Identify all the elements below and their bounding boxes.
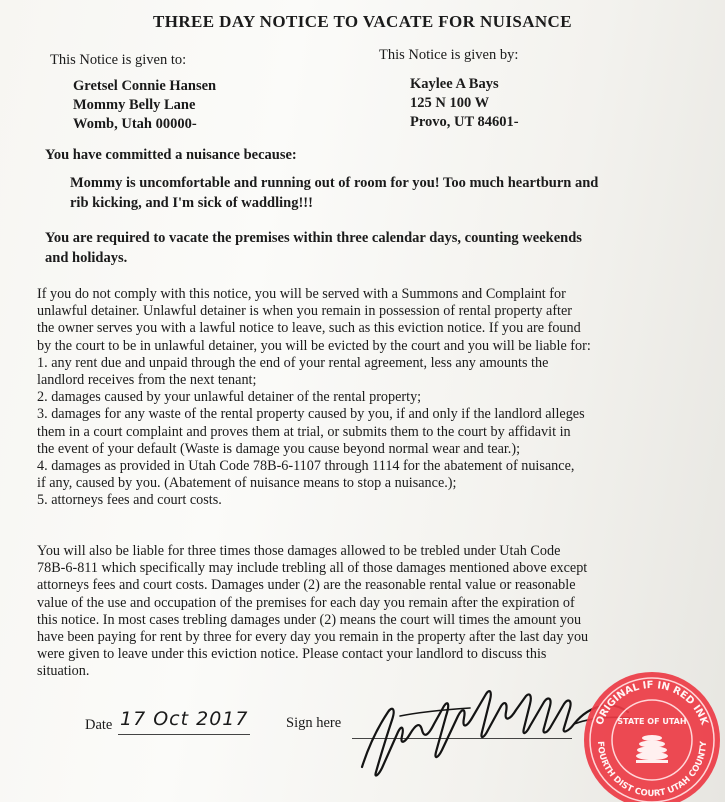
terms-line: 5. attorneys fees and court costs. [37, 492, 222, 509]
terms-line: If you do not comply with this notice, you will be served with a Summons and Complaint for [37, 286, 566, 302]
court-seal-stamp [576, 658, 725, 802]
given-to-address [73, 77, 216, 134]
terms-line: 3. damages for any waste of the rental property caused by you, if and only if the landlord alleges [37, 406, 585, 423]
given-by-label: This Notice is given by: [379, 47, 519, 63]
seal-state-text: STATE OF UTAH [617, 717, 687, 726]
liability-line: value of the use and occupation of the premises for each day you remain after the expiration of [37, 594, 575, 611]
date-label: Date [85, 717, 113, 733]
terms-line: 4. damages as provided in Utah Code 78B-6-1107 through 1114 for the abatement of nuisance, [37, 458, 575, 475]
nuisance-reason-line: Mommy is uncomfortable and running out of room for you! Too much heartburn and [70, 175, 599, 191]
given-to-street: Mommy Belly Lane [73, 97, 196, 113]
vacate-statement [45, 228, 582, 268]
terms-line: them in a court complaint and proves them at trial, or submits them to the court by affidavit in [37, 423, 571, 440]
vacate-line: and holidays. [45, 250, 128, 266]
liability-line: You will also be liable for three times those damages allowed to be trebled under Utah Code [37, 543, 561, 559]
given-by-city: Provo, UT 84601- [410, 114, 519, 130]
seal-bottom-text: FOURTH DIST COURT UTAH COUNTY [594, 740, 710, 800]
given-to-city: Womb, Utah 00000- [73, 116, 197, 132]
terms-line: 2. damages caused by your unlawful detainer of the rental property; [37, 389, 422, 406]
liability-line: 78B-6-811 which specifically may include trebling all of those damages mentioned above except [37, 560, 588, 577]
eviction-terms-paragraph [37, 286, 707, 510]
vacate-line: You are required to vacate the premises within three calendar days, counting weekends [45, 230, 582, 246]
liability-line: were given to leave under this eviction notice. Please contact your landlord to discuss this [37, 646, 547, 663]
given-to-name: Gretsel Connie Hansen [73, 78, 217, 94]
liability-line: this notice. In most cases trebling damages under (2) means the court will times the amount you [37, 611, 582, 628]
terms-line: landlord receives from the next tenant; [37, 372, 257, 389]
nuisance-reason [70, 173, 598, 213]
terms-line: 1. any rent due and unpaid through the end of your rental agreement, less any amounts the [37, 354, 549, 371]
terms-line: unlawful detainer. Unlawful detainer is when you remain in possession of rental property after [37, 303, 573, 320]
liability-line: situation. [37, 663, 90, 680]
seal-top-text: ORIGINAL IF IN RED INK [594, 679, 710, 727]
given-by-address [410, 75, 519, 132]
nuisance-heading: You have committed a nuisance because: [45, 147, 297, 163]
given-to-label: This Notice is given to: [50, 52, 187, 68]
nuisance-reason-line: rib kicking, and I'm sick of waddling!!! [70, 195, 313, 211]
terms-line: the event of your default (Waste is damage you cause beyond normal wear and tear.); [37, 440, 521, 457]
document-title: THREE DAY NOTICE TO VACATE FOR NUISANCE [153, 12, 572, 31]
given-by-street: 125 N 100 W [410, 95, 490, 111]
liability-line: attorneys fees and court costs. Damages under (2) are the reasonable rental value or reasonable [37, 577, 576, 594]
terms-line: by the court to be in unlawful detainer, you will be evicted by the court and you will be liable for: [37, 337, 591, 354]
date-line [118, 734, 250, 735]
liability-line: have been paying for rent by three for every day you remain in the property after the last day you [37, 629, 589, 646]
terms-line: the owner serves you with a lawful notice to leave, such as this eviction notice. If you are found [37, 320, 581, 337]
terms-line: if any, caused by you. (Abatement of nuisance means to stop a nuisance.); [37, 475, 457, 492]
given-by-name: Kaylee A Bays [410, 76, 499, 92]
sign-label: Sign here [286, 715, 342, 731]
date-value: 17 Oct 2017 [120, 708, 249, 730]
